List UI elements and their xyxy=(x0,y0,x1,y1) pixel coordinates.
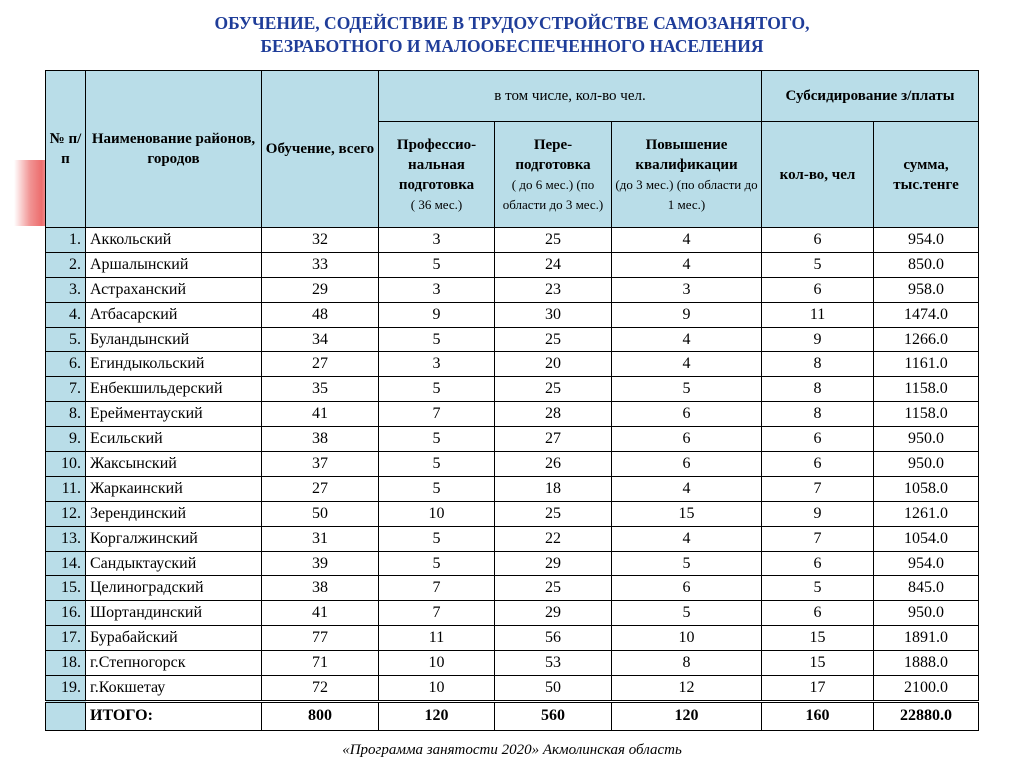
row-name: Бурабайский xyxy=(86,626,262,651)
table-row xyxy=(46,676,979,702)
row-total: 37 xyxy=(262,452,379,477)
row-total: 38 xyxy=(262,576,379,601)
totals-num xyxy=(46,701,86,730)
row-qual: 4 xyxy=(612,252,762,277)
row-name: Жаксынский xyxy=(86,452,262,477)
totals-count: 160 xyxy=(762,701,874,730)
row-total: 35 xyxy=(262,377,379,402)
row-name: Енбекшильдерский xyxy=(86,377,262,402)
row-total: 32 xyxy=(262,228,379,253)
row-prof: 10 xyxy=(379,676,495,702)
page-title xyxy=(0,12,1024,58)
row-num: 4. xyxy=(46,302,86,327)
employment-table xyxy=(45,70,979,731)
row-retrain: 25 xyxy=(495,576,612,601)
row-name: Аршалынский xyxy=(86,252,262,277)
row-name: Атбасарский xyxy=(86,302,262,327)
table-row xyxy=(46,551,979,576)
row-prof: 5 xyxy=(379,452,495,477)
row-retrain: 25 xyxy=(495,377,612,402)
row-prof: 10 xyxy=(379,501,495,526)
table-row xyxy=(46,327,979,352)
row-subsidy-count: 5 xyxy=(762,576,874,601)
header-prof-main: Профессио-нальная подготовка xyxy=(396,136,477,193)
row-num: 13. xyxy=(46,526,86,551)
row-subsidy-count: 5 xyxy=(762,252,874,277)
row-retrain: 50 xyxy=(495,676,612,702)
row-num: 17. xyxy=(46,626,86,651)
header-prof xyxy=(379,122,495,228)
row-name: г.Степногорск xyxy=(86,651,262,676)
row-name: Аккольский xyxy=(86,228,262,253)
row-subsidy-sum: 1158.0 xyxy=(874,377,979,402)
table-row xyxy=(46,452,979,477)
row-prof: 5 xyxy=(379,327,495,352)
row-prof: 9 xyxy=(379,302,495,327)
row-subsidy-count: 7 xyxy=(762,476,874,501)
row-num: 14. xyxy=(46,551,86,576)
row-subsidy-sum: 845.0 xyxy=(874,576,979,601)
row-qual: 5 xyxy=(612,601,762,626)
row-retrain: 27 xyxy=(495,427,612,452)
row-subsidy-count: 9 xyxy=(762,501,874,526)
table-row xyxy=(46,228,979,253)
row-total: 41 xyxy=(262,402,379,427)
row-subsidy-count: 6 xyxy=(762,228,874,253)
header-retrain xyxy=(495,122,612,228)
table-row xyxy=(46,427,979,452)
totals-retrain: 560 xyxy=(495,701,612,730)
table-row xyxy=(46,277,979,302)
row-qual: 5 xyxy=(612,377,762,402)
row-subsidy-count: 6 xyxy=(762,452,874,477)
row-qual: 4 xyxy=(612,327,762,352)
row-total: 29 xyxy=(262,277,379,302)
row-qual: 4 xyxy=(612,526,762,551)
row-qual: 6 xyxy=(612,452,762,477)
header-subsidy: Субсидирование з/платы xyxy=(762,71,979,122)
row-retrain: 30 xyxy=(495,302,612,327)
row-prof: 3 xyxy=(379,277,495,302)
totals-row xyxy=(46,701,979,730)
row-subsidy-sum: 1161.0 xyxy=(874,352,979,377)
row-qual: 6 xyxy=(612,402,762,427)
row-subsidy-sum: 1261.0 xyxy=(874,501,979,526)
row-num: 11. xyxy=(46,476,86,501)
row-name: Шортандинский xyxy=(86,601,262,626)
row-qual: 4 xyxy=(612,228,762,253)
header-total: Обучение, всего xyxy=(262,71,379,228)
row-prof: 3 xyxy=(379,228,495,253)
row-total: 31 xyxy=(262,526,379,551)
row-subsidy-sum: 1474.0 xyxy=(874,302,979,327)
header-subsidy-count: кол-во, чел xyxy=(762,122,874,228)
row-total: 48 xyxy=(262,302,379,327)
row-total: 38 xyxy=(262,427,379,452)
row-prof: 11 xyxy=(379,626,495,651)
row-subsidy-count: 9 xyxy=(762,327,874,352)
totals-total: 800 xyxy=(262,701,379,730)
row-prof: 7 xyxy=(379,601,495,626)
row-retrain: 53 xyxy=(495,651,612,676)
row-subsidy-sum: 950.0 xyxy=(874,427,979,452)
row-subsidy-sum: 950.0 xyxy=(874,452,979,477)
header-qual-sub: (до 3 мес.) (по области до 1 мес.) xyxy=(615,176,758,212)
row-prof: 7 xyxy=(379,402,495,427)
row-subsidy-count: 8 xyxy=(762,402,874,427)
title-line-2: БЕЗРАБОТНОГО И МАЛООБЕСПЕЧЕННОГО НАСЕЛЕНИЯ xyxy=(260,36,764,56)
header-including: в том числе, кол-во чел. xyxy=(379,71,762,122)
row-total: 27 xyxy=(262,476,379,501)
row-qual: 4 xyxy=(612,352,762,377)
row-num: 18. xyxy=(46,651,86,676)
row-subsidy-sum: 2100.0 xyxy=(874,676,979,702)
row-total: 71 xyxy=(262,651,379,676)
row-retrain: 23 xyxy=(495,277,612,302)
row-num: 10. xyxy=(46,452,86,477)
row-subsidy-count: 7 xyxy=(762,526,874,551)
row-num: 12. xyxy=(46,501,86,526)
row-subsidy-sum: 1891.0 xyxy=(874,626,979,651)
row-prof: 5 xyxy=(379,252,495,277)
row-name: Буландынский xyxy=(86,327,262,352)
table-row xyxy=(46,651,979,676)
row-retrain: 25 xyxy=(495,228,612,253)
header-name: Наименование районов, городов xyxy=(86,71,262,228)
row-total: 33 xyxy=(262,252,379,277)
totals-prof: 120 xyxy=(379,701,495,730)
row-num: 1. xyxy=(46,228,86,253)
row-subsidy-sum: 1054.0 xyxy=(874,526,979,551)
row-prof: 5 xyxy=(379,526,495,551)
row-qual: 6 xyxy=(612,427,762,452)
row-num: 8. xyxy=(46,402,86,427)
row-qual: 5 xyxy=(612,551,762,576)
row-qual: 9 xyxy=(612,302,762,327)
row-subsidy-sum: 954.0 xyxy=(874,228,979,253)
header-qual-main: Повышение квалификации xyxy=(635,136,738,173)
header-retrain-sub: ( до 6 мес.) (по области до 3 мес.) xyxy=(502,176,604,212)
header-prof-sub: ( 36 мес.) xyxy=(410,196,463,212)
row-num: 15. xyxy=(46,576,86,601)
row-total: 27 xyxy=(262,352,379,377)
row-retrain: 18 xyxy=(495,476,612,501)
row-qual: 8 xyxy=(612,651,762,676)
row-num: 19. xyxy=(46,676,86,702)
row-retrain: 24 xyxy=(495,252,612,277)
table-row xyxy=(46,377,979,402)
row-retrain: 20 xyxy=(495,352,612,377)
totals-sum: 22880.0 xyxy=(874,701,979,730)
table-body xyxy=(46,228,979,702)
row-num: 9. xyxy=(46,427,86,452)
table-row xyxy=(46,526,979,551)
row-num: 5. xyxy=(46,327,86,352)
row-num: 3. xyxy=(46,277,86,302)
row-name: Жаркаинский xyxy=(86,476,262,501)
row-name: Астраханский xyxy=(86,277,262,302)
row-subsidy-sum: 850.0 xyxy=(874,252,979,277)
row-subsidy-sum: 950.0 xyxy=(874,601,979,626)
row-qual: 4 xyxy=(612,476,762,501)
row-total: 39 xyxy=(262,551,379,576)
table-row xyxy=(46,476,979,501)
table-row xyxy=(46,252,979,277)
row-subsidy-sum: 1158.0 xyxy=(874,402,979,427)
table-row xyxy=(46,402,979,427)
row-qual: 12 xyxy=(612,676,762,702)
row-qual: 10 xyxy=(612,626,762,651)
row-total: 77 xyxy=(262,626,379,651)
row-num: 16. xyxy=(46,601,86,626)
row-subsidy-count: 11 xyxy=(762,302,874,327)
footer-caption: «Программа занятости 2020» Акмолинская область xyxy=(342,742,682,758)
row-prof: 5 xyxy=(379,551,495,576)
row-total: 72 xyxy=(262,676,379,702)
row-prof: 5 xyxy=(379,427,495,452)
row-total: 41 xyxy=(262,601,379,626)
row-subsidy-count: 6 xyxy=(762,427,874,452)
row-num: 6. xyxy=(46,352,86,377)
row-name: Ерейментауский xyxy=(86,402,262,427)
row-num: 7. xyxy=(46,377,86,402)
row-qual: 6 xyxy=(612,576,762,601)
row-total: 34 xyxy=(262,327,379,352)
row-name: Коргалжинский xyxy=(86,526,262,551)
row-subsidy-sum: 1266.0 xyxy=(874,327,979,352)
row-retrain: 56 xyxy=(495,626,612,651)
title-line-1: ОБУЧЕНИЕ, СОДЕЙСТВИЕ В ТРУДОУСТРОЙСТВЕ САМОЗАНЯТОГО, xyxy=(214,13,810,33)
table-row xyxy=(46,302,979,327)
row-name: Сандыктауский xyxy=(86,551,262,576)
row-name: Есильский xyxy=(86,427,262,452)
row-retrain: 29 xyxy=(495,601,612,626)
row-retrain: 26 xyxy=(495,452,612,477)
table-row xyxy=(46,626,979,651)
row-subsidy-sum: 1058.0 xyxy=(874,476,979,501)
row-qual: 15 xyxy=(612,501,762,526)
row-name: Егиндыкольский xyxy=(86,352,262,377)
totals-label: ИТОГО: xyxy=(86,701,262,730)
table-row xyxy=(46,601,979,626)
header-retrain-main: Пере-подготовка xyxy=(515,136,591,173)
row-retrain: 25 xyxy=(495,327,612,352)
row-retrain: 28 xyxy=(495,402,612,427)
row-subsidy-count: 8 xyxy=(762,352,874,377)
row-qual: 3 xyxy=(612,277,762,302)
row-name: г.Кокшетау xyxy=(86,676,262,702)
row-prof: 3 xyxy=(379,352,495,377)
row-name: Зерендинский xyxy=(86,501,262,526)
header-qual xyxy=(612,122,762,228)
row-subsidy-count: 8 xyxy=(762,377,874,402)
row-prof: 7 xyxy=(379,576,495,601)
row-prof: 5 xyxy=(379,377,495,402)
row-subsidy-count: 15 xyxy=(762,626,874,651)
row-subsidy-sum: 958.0 xyxy=(874,277,979,302)
header-num: № п/п xyxy=(46,71,86,228)
row-subsidy-count: 15 xyxy=(762,651,874,676)
row-subsidy-sum: 954.0 xyxy=(874,551,979,576)
row-prof: 5 xyxy=(379,476,495,501)
row-num: 2. xyxy=(46,252,86,277)
row-subsidy-count: 6 xyxy=(762,601,874,626)
row-total: 50 xyxy=(262,501,379,526)
row-prof: 10 xyxy=(379,651,495,676)
row-subsidy-count: 6 xyxy=(762,551,874,576)
table-row xyxy=(46,501,979,526)
row-subsidy-count: 6 xyxy=(762,277,874,302)
row-name: Целиноградский xyxy=(86,576,262,601)
row-retrain: 29 xyxy=(495,551,612,576)
row-subsidy-sum: 1888.0 xyxy=(874,651,979,676)
table-row xyxy=(46,576,979,601)
row-retrain: 22 xyxy=(495,526,612,551)
header-subsidy-sum: сумма, тыс.тенге xyxy=(874,122,979,228)
totals-qual: 120 xyxy=(612,701,762,730)
row-retrain: 25 xyxy=(495,501,612,526)
row-subsidy-count: 17 xyxy=(762,676,874,702)
table-row xyxy=(46,352,979,377)
